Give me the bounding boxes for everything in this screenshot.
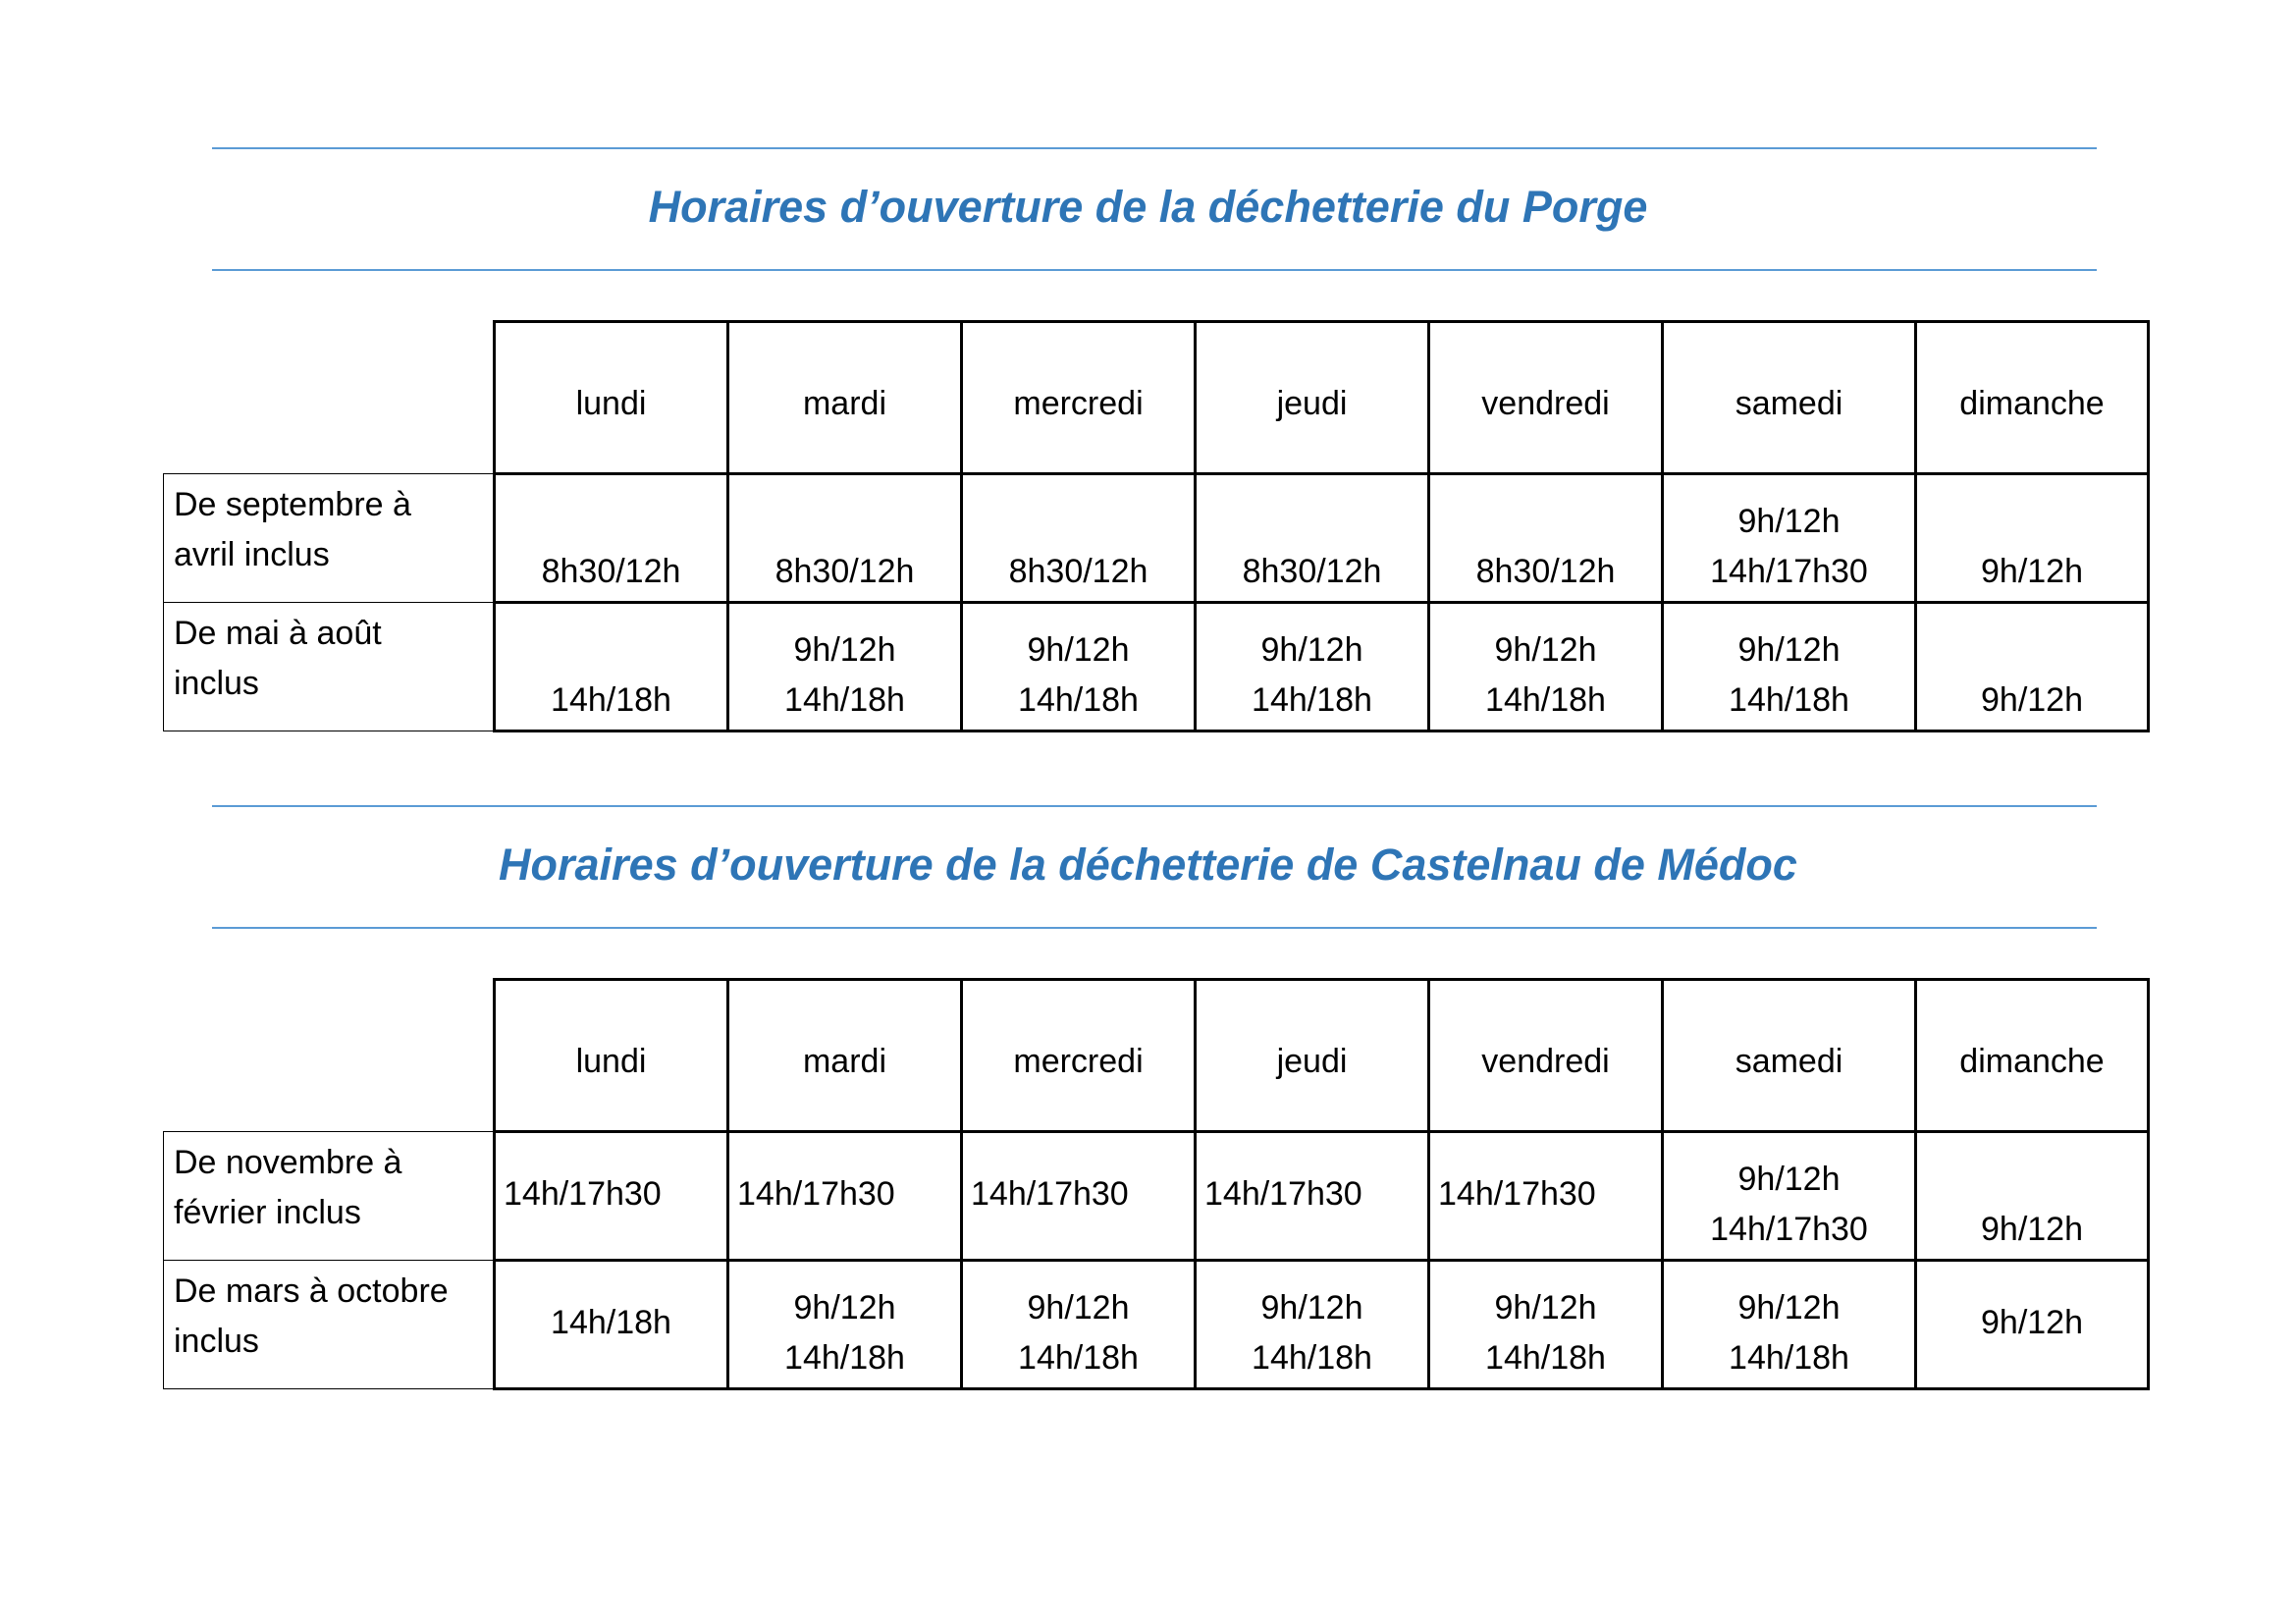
hours-text: 9h/12h bbox=[1260, 1289, 1363, 1326]
hours-text: 9h/12h bbox=[1737, 1161, 1841, 1198]
hours-text: 14h/17h30 bbox=[1204, 1174, 1362, 1213]
hours-cell bbox=[1196, 603, 1429, 731]
hours-text: 14h/17h30 bbox=[1710, 1211, 1868, 1248]
day-header: mardi bbox=[728, 322, 962, 474]
hours-cell bbox=[1429, 1132, 1663, 1261]
hours-text: 9h/12h bbox=[1737, 631, 1841, 669]
hours-cell bbox=[1429, 603, 1663, 731]
hours-cell bbox=[962, 1132, 1196, 1261]
hours-text: 9h/12h bbox=[1981, 1211, 2083, 1248]
day-header: mercredi bbox=[962, 322, 1196, 474]
day-header: samedi bbox=[1663, 980, 1916, 1132]
hours-text: 9h/12h bbox=[793, 631, 896, 669]
day-header: jeudi bbox=[1196, 980, 1429, 1132]
hours-text: 14h/18h bbox=[1729, 681, 1849, 719]
hours-text: 14h/17h30 bbox=[1710, 553, 1868, 590]
table-row bbox=[164, 474, 2149, 603]
hours-text: 9h/12h bbox=[1260, 631, 1363, 669]
hours-text: 9h/12h bbox=[1027, 631, 1130, 669]
hours-cell bbox=[728, 1132, 962, 1261]
day-header: mardi bbox=[728, 980, 962, 1132]
hours-text: 9h/12h bbox=[1027, 1289, 1130, 1326]
period-line: De mai à août bbox=[174, 615, 382, 652]
hours-text: 14h/18h bbox=[1485, 1339, 1606, 1377]
schedule-table bbox=[163, 978, 2150, 1390]
hours-cell bbox=[1663, 1261, 1916, 1389]
period-label bbox=[164, 1261, 495, 1389]
hours-text: 8h30/12h bbox=[541, 553, 681, 590]
period-label bbox=[164, 474, 495, 603]
hours-cell bbox=[495, 603, 728, 731]
hours-text: 8h30/12h bbox=[774, 553, 915, 590]
hours-cell bbox=[495, 1132, 728, 1261]
hours-cell bbox=[1916, 1261, 2149, 1389]
hours-cell bbox=[962, 1261, 1196, 1389]
hours-text: 14h/18h bbox=[1729, 1339, 1849, 1377]
empty-corner-cell bbox=[164, 322, 495, 474]
hours-text: 9h/12h bbox=[1981, 681, 2083, 719]
hours-text: 14h/18h bbox=[1252, 681, 1372, 719]
day-header: vendredi bbox=[1429, 980, 1663, 1132]
hours-cell bbox=[1196, 1261, 1429, 1389]
hours-text: 14h/17h30 bbox=[737, 1174, 895, 1213]
hours-cell bbox=[1663, 474, 1916, 603]
day-header: samedi bbox=[1663, 322, 1916, 474]
hours-text: 14h/18h bbox=[1485, 681, 1606, 719]
hours-cell bbox=[1663, 603, 1916, 731]
hours-cell bbox=[495, 1261, 728, 1389]
hours-cell bbox=[1196, 1132, 1429, 1261]
hours-cell bbox=[728, 1261, 962, 1389]
hours-text: 14h/18h bbox=[1018, 681, 1139, 719]
period-label bbox=[164, 603, 495, 731]
period-line: De novembre à bbox=[174, 1144, 402, 1181]
period-line: De septembre à bbox=[174, 486, 411, 523]
table-row bbox=[164, 603, 2149, 731]
table-row bbox=[164, 1261, 2149, 1389]
table-header-row bbox=[164, 980, 2149, 1132]
hours-cell bbox=[728, 474, 962, 603]
day-header: dimanche bbox=[1916, 980, 2149, 1132]
hours-text: 14h/17h30 bbox=[971, 1174, 1129, 1213]
section-title: Horaires d’ouverture de la déchetterie du Porge bbox=[648, 182, 1648, 232]
day-header: mercredi bbox=[962, 980, 1196, 1132]
hours-text: 9h/12h bbox=[1494, 631, 1597, 669]
day-header: lundi bbox=[495, 322, 728, 474]
empty-corner-cell bbox=[164, 980, 495, 1132]
hours-text: 8h30/12h bbox=[1008, 553, 1148, 590]
hours-text: 8h30/12h bbox=[1242, 553, 1382, 590]
table-row bbox=[164, 1132, 2149, 1261]
day-header: lundi bbox=[495, 980, 728, 1132]
hours-text: 14h/18h bbox=[1018, 1339, 1139, 1377]
hours-cell bbox=[1916, 474, 2149, 603]
hours-cell bbox=[1916, 1132, 2149, 1261]
hours-cell bbox=[1429, 1261, 1663, 1389]
day-header: dimanche bbox=[1916, 322, 2149, 474]
hours-text: 14h/17h30 bbox=[504, 1174, 662, 1213]
hours-cell bbox=[1663, 1132, 1916, 1261]
table-header-row bbox=[164, 322, 2149, 474]
hours-text: 14h/18h bbox=[784, 1339, 905, 1377]
title-rule-bottom bbox=[212, 927, 2097, 929]
day-header: vendredi bbox=[1429, 322, 1663, 474]
title-rule-top bbox=[212, 147, 2097, 149]
hours-cell bbox=[1916, 603, 2149, 731]
hours-text: 9h/12h bbox=[1737, 1289, 1841, 1326]
hours-text: 9h/12h bbox=[1981, 1303, 2083, 1341]
hours-cell bbox=[1196, 474, 1429, 603]
period-line: De mars à octobre bbox=[174, 1272, 449, 1310]
hours-text: 9h/12h bbox=[1981, 553, 2083, 590]
period-line: février inclus bbox=[174, 1194, 361, 1231]
hours-text: 14h/18h bbox=[551, 1303, 671, 1341]
hours-text: 9h/12h bbox=[1494, 1289, 1597, 1326]
hours-text: 14h/18h bbox=[1252, 1339, 1372, 1377]
day-header: jeudi bbox=[1196, 322, 1429, 474]
hours-cell bbox=[962, 474, 1196, 603]
hours-cell bbox=[495, 474, 728, 603]
hours-text: 9h/12h bbox=[793, 1289, 896, 1326]
hours-text: 14h/17h30 bbox=[1438, 1174, 1596, 1213]
title-rule-bottom bbox=[212, 269, 2097, 271]
title-rule-top bbox=[212, 805, 2097, 807]
hours-text: 9h/12h bbox=[1737, 503, 1841, 540]
hours-text: 14h/18h bbox=[784, 681, 905, 719]
hours-cell bbox=[962, 603, 1196, 731]
hours-text: 8h30/12h bbox=[1475, 553, 1616, 590]
period-line: inclus bbox=[174, 665, 259, 702]
section-title: Horaires d’ouverture de la déchetterie de Castelnau de Médoc bbox=[499, 839, 1797, 890]
hours-cell bbox=[728, 603, 962, 731]
period-line: inclus bbox=[174, 1323, 259, 1360]
hours-text: 14h/18h bbox=[551, 681, 671, 719]
hours-cell bbox=[1429, 474, 1663, 603]
period-line: avril inclus bbox=[174, 536, 330, 573]
period-label bbox=[164, 1132, 495, 1261]
schedule-table bbox=[163, 320, 2150, 732]
